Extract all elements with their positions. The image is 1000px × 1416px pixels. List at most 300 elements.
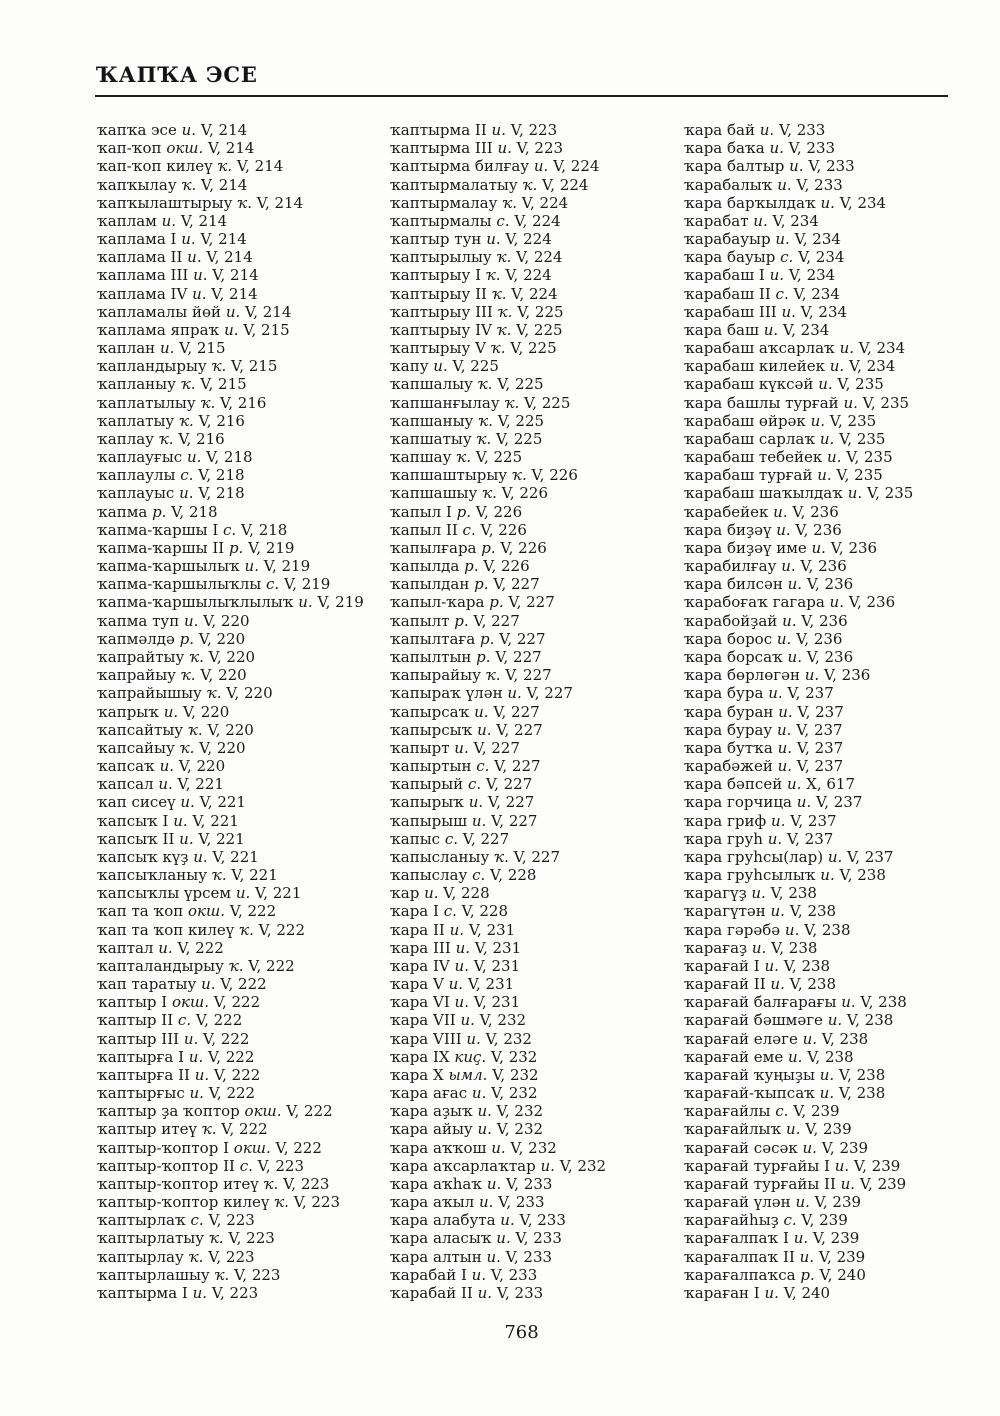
entry-headword: ҡапылдан [390, 575, 470, 594]
entry-headword: ҡапырайыу [390, 666, 481, 685]
entry-volume-page-ref: V, 238 [842, 1011, 894, 1030]
entry-volume-page-ref: V, 223 [252, 1156, 305, 1175]
index-entry [684, 1030, 976, 1048]
entry-headword: ҡара груһсы(лар) [684, 847, 824, 866]
entry-volume-page-ref: V, 238 [766, 938, 818, 957]
entry-volume-page-ref: V, 227 [494, 629, 546, 648]
entry-volume-page-ref: V, 235 [862, 484, 914, 503]
entry-volume-page-ref: V, 227 [468, 611, 520, 630]
index-entry [390, 394, 682, 412]
entry-headword: ҡара аҡҡош [390, 1138, 487, 1157]
entry-pos-label: ҡ. [209, 1265, 230, 1284]
index-entry [97, 339, 389, 357]
index-entry [97, 1048, 389, 1066]
index-entry [97, 1139, 389, 1157]
entry-pos-label: ымл. [443, 1065, 488, 1084]
entry-headword: ҡаплатыу [97, 411, 175, 430]
entry-volume-page-ref: V, 238 [834, 1084, 886, 1103]
entry-pos-label: и. [836, 993, 856, 1012]
entry-volume-page-ref: V, 238 [834, 1065, 886, 1084]
index-entry [684, 1066, 976, 1084]
entry-pos-label: и. [842, 484, 863, 503]
entry-headword: ҡапрыҡ [97, 702, 159, 721]
entry-volume-page-ref: V, 220 [195, 666, 247, 685]
index-entry [97, 375, 389, 393]
entry-pos-label: и. [762, 829, 783, 848]
entry-headword: ҡарабаш сарлаҡ [684, 429, 816, 448]
entry-headword: ҡарағалпаҡ II [684, 1247, 795, 1266]
index-entry [684, 1248, 976, 1266]
entry-pos-label: и. [449, 993, 469, 1012]
entry-headword: ҡаптырма III [390, 139, 493, 158]
index-entry [390, 230, 682, 248]
entry-pos-label: и. [472, 1120, 492, 1139]
index-entry [97, 648, 389, 666]
entry-volume-page-ref: V, 215 [195, 375, 247, 394]
entry-volume-page-ref: V, 222 [203, 1047, 255, 1066]
index-entry [97, 703, 389, 721]
index-entry [390, 521, 682, 539]
entry-pos-label: с. [463, 775, 482, 794]
index-entry [390, 648, 682, 666]
index-entry [390, 430, 682, 448]
entry-pos-label: и. [219, 320, 239, 339]
index-entry [97, 775, 389, 793]
index-entry [97, 593, 389, 611]
entry-headword: ҡап та ҡоп [97, 902, 184, 921]
index-entry [97, 1211, 389, 1229]
index-entry [684, 230, 976, 248]
entry-volume-page-ref: V, 222 [215, 975, 267, 994]
index-entry [390, 412, 682, 430]
entry-headword: ҡара I [390, 902, 439, 921]
entry-pos-label: и. [188, 847, 208, 866]
entry-volume-page-ref: V, 216 [215, 393, 267, 412]
index-entry [390, 1030, 682, 1048]
index-entry [684, 1139, 976, 1157]
entry-volume-page-ref: V, 214 [196, 175, 248, 194]
entry-pos-label: и. [444, 920, 465, 939]
entry-pos-label: р. [451, 502, 471, 521]
entry-volume-page-ref: V, 227 [490, 647, 542, 666]
entry-pos-label: окш. [229, 1138, 271, 1157]
entry-headword: ҡапыслау [390, 866, 468, 885]
entry-volume-page-ref: V, 227 [508, 847, 560, 866]
entry-volume-page-ref: V, 234 [834, 193, 887, 212]
entry-pos-label: с. [185, 1211, 204, 1230]
entry-volume-page-ref: V, 239 [808, 1229, 860, 1248]
entry-pos-label: с. [467, 866, 486, 885]
entry-volume-page-ref: V, 232 [486, 1084, 538, 1103]
entry-pos-label: и. [221, 302, 241, 321]
entry-pos-label: и. [805, 411, 826, 430]
entry-headword: ҡаптырмалы [390, 211, 492, 230]
entry-headword: ҡарағай балғарағы [684, 993, 837, 1012]
entry-volume-page-ref: V, 237 [792, 757, 844, 776]
index-entry [97, 466, 389, 484]
entry-pos-label: и. [153, 775, 173, 794]
entry-headword: ҡара алтын [390, 1247, 482, 1266]
index-entry [390, 321, 682, 339]
index-entry [684, 448, 976, 466]
entry-volume-page-ref: V, 221 [226, 866, 278, 885]
entry-headword: ҡапылт [390, 611, 450, 630]
index-entry [684, 593, 976, 611]
entry-volume-page-ref: V, 222 [253, 920, 306, 939]
entry-pos-label: с. [770, 284, 789, 303]
entry-pos-label: и. [176, 230, 196, 249]
entry-pos-label: ҡ. [183, 720, 203, 739]
entry-headword: ҡаптыр-ҡоптор I [97, 1138, 230, 1157]
index-entry [97, 630, 389, 648]
entry-volume-page-ref: V, 231 [470, 938, 522, 957]
entry-volume-page-ref: V, 225 [505, 339, 557, 358]
entry-pos-label: и. [474, 1193, 494, 1212]
index-entry [684, 303, 976, 321]
entry-headword: ҡарағай ҡуңыҙы [684, 1065, 815, 1084]
entry-pos-label: и. [182, 248, 202, 267]
index-entry [684, 248, 976, 266]
index-entry [390, 303, 682, 321]
entry-headword: ҡарабаш күксәй [684, 375, 814, 394]
entry-headword: ҡара X [390, 1065, 444, 1084]
entry-pos-label: и. [781, 1120, 801, 1139]
entry-pos-label: и. [824, 357, 845, 376]
entry-headword: ҡара VII [390, 1011, 456, 1030]
entry-pos-label: и. [463, 793, 484, 812]
entry-volume-page-ref: V, 221 [250, 884, 302, 903]
entry-pos-label: ҡ. [174, 411, 194, 430]
entry-volume-page-ref: V, 222 [224, 902, 277, 921]
index-entry [97, 812, 389, 830]
entry-volume-page-ref: V, 232 [505, 1138, 557, 1157]
entry-volume-page-ref: V, 231 [464, 920, 516, 939]
index-entry [97, 248, 389, 266]
entry-volume-page-ref: V, 232 [480, 1029, 532, 1048]
entry-pos-label: ҡ. [480, 666, 501, 685]
entry-headword: ҡара бутҡа [684, 738, 773, 757]
entry-headword: ҡаптыр-ҡоптор II [97, 1156, 235, 1175]
entry-headword: ҡарабаш турғай [684, 466, 813, 485]
entry-volume-page-ref: V, 233 [510, 1229, 562, 1248]
index-entry [390, 375, 682, 393]
index-entry [97, 1030, 389, 1048]
entry-headword: ҡапырый [390, 775, 464, 794]
entry-pos-label: ҡ. [269, 1193, 289, 1212]
entry-pos-label: ҡ. [477, 484, 497, 503]
entry-pos-label: р. [174, 629, 195, 648]
entry-volume-page-ref: V, 216 [173, 429, 225, 448]
index-entry [684, 757, 976, 775]
entry-pos-label: и. [812, 466, 832, 485]
entry-pos-label: с. [440, 829, 458, 848]
index-entry [684, 975, 976, 993]
entry-volume-page-ref: V, 238 [784, 902, 837, 921]
entry-pos-label: окш. [167, 993, 209, 1012]
entry-pos-label: и. [822, 448, 842, 467]
entry-pos-label: и. [772, 175, 792, 194]
entry-volume-page-ref: V, 231 [463, 975, 515, 994]
entry-headword: ҡара бура [684, 684, 764, 703]
entry-headword: ҡапшанғылау [390, 393, 500, 412]
entry-headword: ҡаптырлашыу [97, 1265, 210, 1284]
entry-pos-label: и. [472, 720, 492, 739]
entry-volume-page-ref: V, 233 [803, 157, 855, 176]
entry-headword: ҡапыл-ҡара [390, 593, 485, 612]
entry-pos-label: и. [455, 1011, 475, 1030]
entry-volume-page-ref: V, 238 [765, 884, 817, 903]
entry-headword: ҡарагүҙ [684, 884, 747, 903]
index-entry [97, 157, 389, 175]
index-entry [97, 830, 389, 848]
entry-volume-page-ref: V, 235 [832, 375, 884, 394]
index-entry [97, 721, 389, 739]
entry-headword: ҡара IV [390, 956, 450, 975]
entry-volume-page-ref: V, 233 [486, 1265, 538, 1284]
entry-headword: ҡаплау [97, 429, 154, 448]
entry-volume-page-ref: V, 233 [500, 1247, 553, 1266]
index-entry [684, 1157, 976, 1175]
entry-headword: ҡарағай I [684, 956, 760, 975]
index-entry [684, 775, 976, 793]
entry-headword: ҡап та ҡоп килеү [97, 920, 235, 939]
entry-volume-page-ref: V, 228 [438, 884, 490, 903]
entry-volume-page-ref: V, 218 [201, 448, 253, 467]
entry-volume-page-ref: V, 238 [799, 920, 851, 939]
entry-pos-label: ҡ. [499, 393, 520, 412]
entry-pos-label: и. [428, 357, 448, 376]
index-entry [97, 866, 389, 884]
entry-volume-page-ref: V, 220 [174, 757, 226, 776]
entry-volume-page-ref: V, 225 [447, 357, 499, 376]
entry-volume-page-ref: V, 236 [790, 520, 842, 539]
index-entry [684, 266, 976, 284]
index-entry [390, 157, 682, 175]
entry-volume-page-ref: V, 224 [537, 175, 589, 194]
entry-pos-label: и. [466, 1265, 487, 1284]
entry-pos-label: и. [154, 757, 174, 776]
entry-pos-label: и. [231, 884, 251, 903]
entry-volume-page-ref: V, 222 [281, 1102, 333, 1121]
entry-headword: ҡап таратыу [97, 975, 197, 994]
entry-headword: ҡаптырға I [97, 1047, 185, 1066]
index-entry [390, 1011, 682, 1029]
entry-volume-page-ref: V, 235 [831, 466, 883, 485]
index-entry [684, 793, 976, 811]
entry-pos-label: и. [461, 1029, 481, 1048]
entry-pos-label: и. [815, 429, 835, 448]
entry-volume-page-ref: V, 218 [166, 502, 218, 521]
entry-headword: ҡарағай еме [684, 1047, 784, 1066]
entry-pos-label: ҡ. [234, 920, 254, 939]
index-entry [97, 557, 389, 575]
entry-headword: ҡапсыҡлы үрсем [97, 884, 232, 903]
index-entry [684, 321, 976, 339]
entry-headword: ҡапма-ҡаршылыҡ [97, 557, 240, 576]
entry-headword: ҡара аҡыл [390, 1193, 475, 1212]
entry-volume-page-ref: V, 236 [791, 629, 843, 648]
index-entry [390, 1211, 682, 1229]
entry-volume-page-ref: V, 227 [500, 666, 552, 685]
entry-headword: ҡапма [97, 502, 148, 521]
entry-headword: ҡапшаныу [390, 411, 474, 430]
entry-pos-label: ҡ. [507, 466, 527, 485]
index-entry [97, 357, 389, 375]
entry-headword: ҡара биҙәү име [684, 538, 807, 557]
index-entry [97, 194, 389, 212]
index-entry [390, 1084, 682, 1102]
entry-volume-page-ref: V, 238 [834, 866, 886, 885]
entry-volume-page-ref: V, 234 [793, 248, 845, 267]
entry-volume-page-ref: V, 223 [288, 1193, 341, 1212]
entry-headword: ҡапылтаға [390, 629, 476, 648]
page-number: 768 [504, 1322, 539, 1343]
index-entry [684, 630, 976, 648]
entry-pos-label: с. [775, 248, 794, 267]
entry-volume-page-ref: V, 218 [193, 466, 245, 485]
index-entry [97, 612, 389, 630]
entry-pos-label: и. [747, 938, 767, 957]
entry-headword: ҡара гриф [684, 811, 767, 830]
entry-volume-page-ref: V, 227 [468, 738, 520, 757]
entry-volume-page-ref: V, 227 [488, 702, 540, 721]
index-entry [97, 503, 389, 521]
entry-headword: ҡарабалыҡ [684, 175, 773, 194]
entry-pos-label: и. [746, 884, 766, 903]
entry-volume-page-ref: V, 220 [178, 702, 230, 721]
entry-volume-page-ref: V, 214 [251, 193, 304, 212]
entry-volume-page-ref: V, 219 [243, 538, 295, 557]
entry-headword: ҡаплатылыу [97, 393, 196, 412]
entry-volume-page-ref: V, 224 [509, 211, 561, 230]
entry-volume-page-ref: V, 220 [202, 720, 254, 739]
entry-volume-page-ref: V, 218 [236, 520, 288, 539]
entry-pos-label: и. [797, 1029, 818, 1048]
entry-pos-label: и. [176, 121, 197, 139]
entry-volume-page-ref: V, 237 [842, 847, 894, 866]
entry-volume-page-ref: V, 221 [172, 775, 224, 794]
entry-headword: ҡаптыр III [97, 1029, 180, 1048]
entry-pos-label: с. [218, 520, 237, 539]
entry-volume-page-ref: V, 214 [207, 266, 259, 285]
entry-headword: ҡапсыҡланыу [97, 866, 208, 885]
entry-pos-label: и. [155, 339, 175, 358]
entry-volume-page-ref: V, 225 [491, 429, 543, 448]
entry-headword: ҡапланыу [97, 375, 176, 394]
entry-pos-label: и. [187, 284, 207, 303]
entry-volume-page-ref: V, 236 [787, 502, 839, 521]
index-entry [390, 466, 682, 484]
entry-headword: ҡаптыр тун [390, 230, 482, 249]
entry-volume-page-ref: V, 227 [457, 829, 510, 848]
entry-volume-page-ref: V, 221 [187, 811, 239, 830]
entry-volume-page-ref: V, 240 [814, 1265, 866, 1284]
entry-volume-page-ref: V, 220 [194, 738, 246, 757]
entry-pos-label: ҡ. [497, 193, 518, 212]
entry-headword: ҡара груһсылыҡ [684, 866, 816, 885]
entry-headword: ҡарағай еләге [684, 1029, 798, 1048]
entry-volume-page-ref: V, 227 [486, 811, 538, 830]
index-entry [97, 430, 389, 448]
index-entry [390, 1266, 682, 1284]
index-entry [390, 830, 682, 848]
entry-headword: ҡарағай турғайы I [684, 1156, 830, 1175]
index-entry [97, 1066, 389, 1084]
index-entry [390, 557, 682, 575]
entry-volume-page-ref: V, 237 [811, 793, 863, 812]
index-entry [684, 484, 976, 502]
entry-volume-page-ref: V, 233 [783, 139, 836, 158]
index-entry [684, 1211, 976, 1229]
entry-headword: ҡара IX [390, 1047, 450, 1066]
entry-headword: ҡапсаҡ [97, 757, 155, 776]
entry-headword: ҡарабоғаҡ гагара [684, 593, 825, 612]
entry-volume-page-ref: V, 221 [193, 829, 245, 848]
entry-headword: ҡапрайышыу [97, 684, 202, 703]
index-entry [684, 157, 976, 175]
entry-headword: ҡарағалпаҡса [684, 1265, 796, 1284]
entry-pos-label: и. [794, 1247, 815, 1266]
index-entry [97, 1266, 389, 1284]
index-column-3 [684, 121, 976, 1302]
entry-headword: ҡарағайлы [684, 1102, 771, 1121]
entry-headword: ҡапма-ҡаршылыҡлы [97, 575, 262, 594]
entry-pos-label: и. [766, 811, 786, 830]
index-entry [684, 957, 976, 975]
entry-volume-page-ref: V, 227 [483, 793, 535, 812]
entry-volume-page-ref: V, 214 [232, 157, 284, 176]
entry-headword: ҡарабаш III [684, 302, 777, 321]
entry-headword: ҡапыс [390, 829, 441, 848]
entry-volume-page-ref: V, 222 [172, 938, 224, 957]
entry-headword: ҡарабәжей [684, 757, 773, 776]
index-entry [97, 321, 389, 339]
entry-pos-label: р. [224, 538, 244, 557]
entry-headword: ҡаплаулы [97, 466, 176, 485]
entry-volume-page-ref: V, 215 [174, 339, 226, 358]
entry-pos-label: и. [782, 647, 802, 666]
entry-volume-page-ref: V, 233 [493, 1193, 545, 1212]
entry-headword: ҡара II [390, 920, 445, 939]
entry-pos-label: ҡ. [492, 302, 513, 321]
entry-pos-label: ҡ. [183, 1247, 204, 1266]
entry-headword: ҡапсыҡ күҙ [97, 847, 189, 866]
index-entry [684, 1102, 976, 1120]
entry-headword: ҡапҡылаштырыу [97, 193, 233, 212]
entry-volume-page-ref: V, 236 [825, 538, 878, 557]
entry-headword: ҡара ағас [390, 1084, 468, 1103]
index-entry [97, 1011, 389, 1029]
entry-volume-page-ref: V, 239 [788, 1102, 840, 1121]
entry-headword: ҡапыл I [390, 502, 452, 521]
entry-headword: ҡар [390, 884, 420, 903]
index-entry [97, 739, 389, 757]
index-entry [390, 957, 682, 975]
entry-headword: ҡара VI [390, 993, 450, 1012]
index-entry [97, 666, 389, 684]
entry-pos-label: с. [175, 466, 194, 485]
index-entry [684, 993, 976, 1011]
entry-volume-page-ref: V, 224 [511, 248, 563, 267]
index-entry [97, 1157, 389, 1175]
entry-headword: ҡарағай сәсәк [684, 1138, 798, 1157]
entry-pos-label: ҡ. [258, 1174, 279, 1193]
index-entry [684, 212, 976, 230]
entry-volume-page-ref: V, 235 [834, 429, 886, 448]
entry-headword: ҡапшатыу [390, 429, 472, 448]
entry-headword: ҡапыраҡ үлән [390, 684, 503, 703]
entry-headword: ҡаптырлау [97, 1247, 184, 1266]
